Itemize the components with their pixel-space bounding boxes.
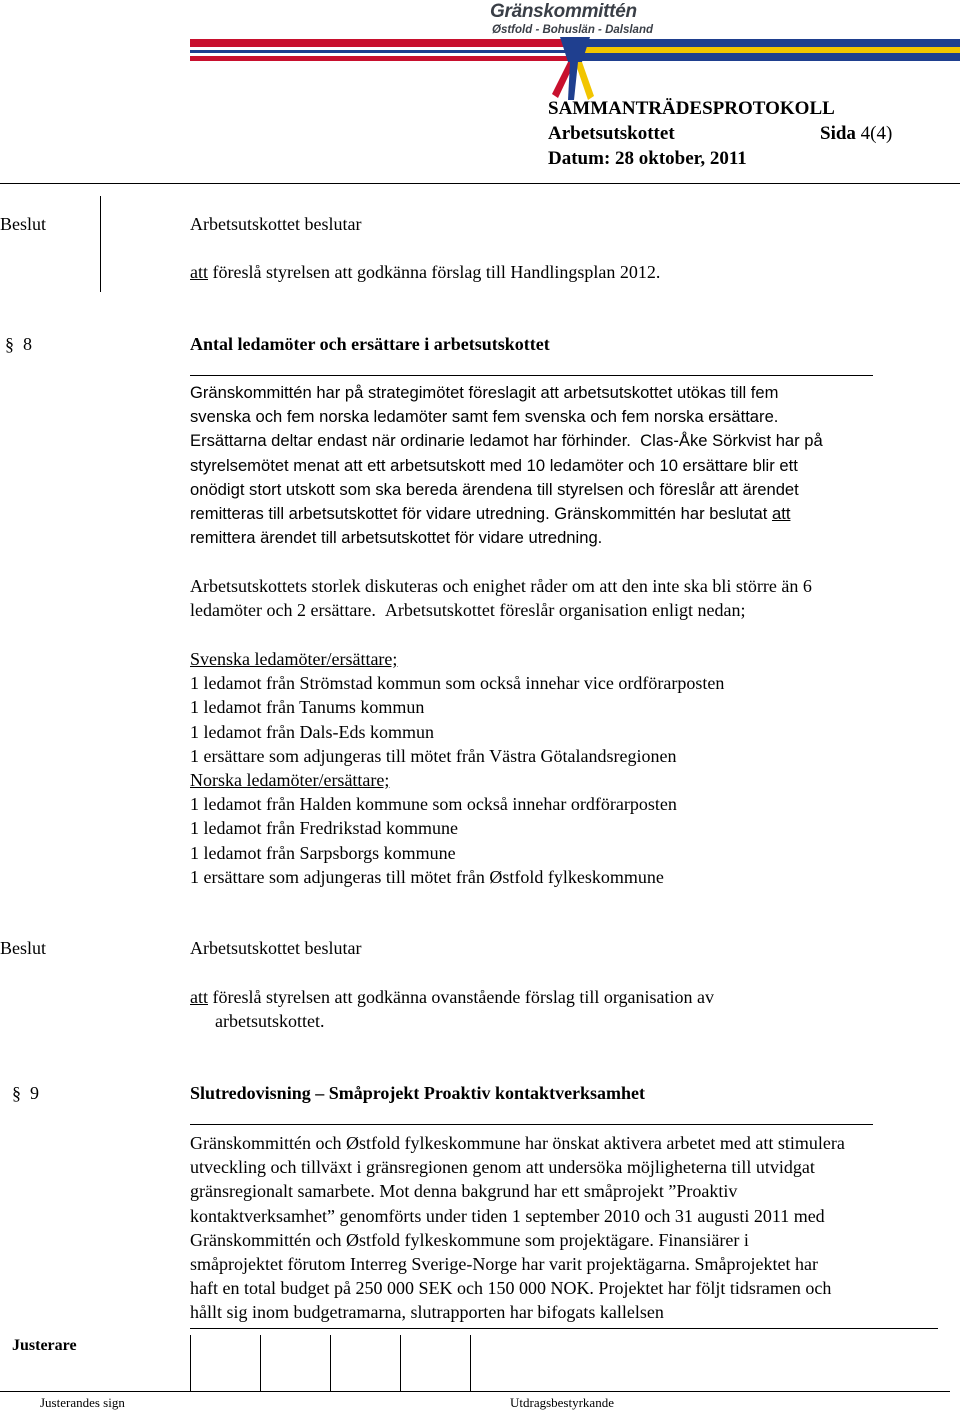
signature-box-divider [260, 1335, 261, 1391]
list-item: 1 ersättare som adjungeras till mötet från Västra Götalandsregionen [190, 745, 677, 766]
beslut-text-2-cont: arbetsutskottet. [215, 1011, 325, 1031]
header-divider [0, 183, 960, 184]
justerare-label: Justerare [12, 1337, 77, 1354]
text-fragment: Arbetsutskottet föreslår organisation enligt nedan; [384, 600, 746, 621]
list-item: 1 ledamot från Fredrikstad kommune [190, 818, 458, 839]
text-line: hållt sig inom budgetramarna, slutrapporten har bifogats kallelsen [190, 1302, 664, 1323]
meeting-date: Datum: 28 oktober, 2011 [548, 148, 747, 169]
text-line: styrelsemötet menat att ett arbetsutskott med 10 ledamöter och 10 ersättare blir ett [190, 455, 798, 475]
footer-top-rule [190, 1328, 938, 1329]
signature-box-divider [190, 1335, 191, 1391]
beslut-label-1: Beslut [0, 214, 47, 234]
beslut-body-1: föreslå styrelsen att godkänna förslag till Handlingsplan 2012. [208, 262, 661, 282]
text-line [190, 598, 812, 622]
section-9-paragraph [190, 1131, 845, 1325]
att-keyword: att [190, 987, 208, 1007]
list-item: 1 ledamot från Halden kommune som också innehar ordförarposten [190, 794, 677, 815]
committee-name: Arbetsutskottet [548, 123, 675, 144]
text-line: utveckling och tillväxt i gränsregionen genom att undersöka möjligheterna till utvidgat [190, 1157, 815, 1178]
beslut-label-2: Beslut [0, 938, 47, 958]
att-keyword: att [771, 504, 791, 524]
text-line: svenska och fem norska ledamöter samt fem svenska och fem norska ersättare. [190, 407, 779, 427]
section-9-number [12, 1083, 39, 1104]
text-line: haft en total budget på 250 000 SEK och 150 000 NOK. Projektet har följt tidsramen och [190, 1278, 832, 1299]
text-line: Gränskommittén och Østfold fylkeskommune som projektägare. Finansiärer i [190, 1229, 749, 1250]
logo-subtitle: Østfold - Bohuslän - Dalsland [492, 24, 654, 36]
signature-box-divider [400, 1335, 401, 1391]
paragraph-sign: § [5, 334, 14, 354]
logo-title: Gränskommittén [490, 1, 637, 22]
beslut-text-2 [190, 987, 714, 1008]
list-item: 1 ledamot från Dals-Eds kommun [190, 721, 434, 742]
section-8-title-rule [190, 375, 873, 376]
text-fragment: remitteras till arbetsutskottet för vidare utredning. Gränskommittén har beslutat [190, 504, 768, 524]
list-item: 1 ersättare som adjungeras till mötet från Østfold fylkeskommune [190, 866, 664, 887]
paragraph-sign: § [12, 1083, 21, 1103]
organisation-list [190, 647, 724, 889]
text-line: Arbetsutskottets storlek diskuteras och enighet råder om att den inte ska bli större än 6 [190, 576, 812, 596]
list-item: 1 ledamot från Strömstad kommun som också innehar vice ordförarposten [190, 673, 725, 694]
list-item: 1 ledamot från Sarpsborgs kommune [190, 842, 456, 863]
beslut-heading-2: Arbetsutskottet beslutar [190, 938, 362, 958]
text-fragment: Ersättarna deltar endast när ordinarie ledamot har förhinder. [190, 431, 631, 451]
text-line: remittera ärendet till arbetsutskottet för vidare utredning. [190, 528, 603, 548]
beslut-text-1 [190, 262, 660, 283]
section-8-number [5, 334, 32, 355]
text-line: småprojektet förutom Interreg Sverige-Norge har varit projektägarna. Småprojektet har [190, 1254, 818, 1275]
text-line [190, 502, 823, 526]
document-type: SAMMANTRÄDESPROTOKOLL [548, 98, 835, 119]
page-value: 4(4) [860, 123, 893, 144]
page-label: Sida [820, 123, 856, 144]
att-keyword: att [190, 262, 208, 282]
section-8-title: Antal ledamöter och ersättare i arbetsutskottet [190, 334, 550, 354]
footer-bottom-rule [0, 1391, 950, 1392]
text-line: Gränskommittén har på strategimötet föreslagit att arbetsutskottet utökas till fem [190, 383, 779, 402]
section-number: 9 [30, 1083, 39, 1103]
list-item: 1 ledamot från Tanums kommun [190, 697, 425, 718]
logo [190, 0, 960, 110]
page-number [820, 123, 892, 145]
text-fragment: Clas-Åke Sörkvist har på [640, 431, 823, 451]
left-column-rule [100, 196, 101, 292]
text-line: onödigt stort utskott som ska bereda ärendena till styrelsen och föreslår att ärendet [190, 479, 799, 499]
section-number: 8 [23, 334, 32, 354]
section-8-paragraph-2 [190, 574, 812, 622]
norwegian-members-heading: Norska ledamöter/ersättare; [190, 770, 390, 791]
section-8-paragraph-1 [190, 381, 823, 550]
beslut-heading-1: Arbetsutskottet beslutar [190, 214, 362, 234]
text-line [190, 429, 823, 453]
section-9-title: Slutredovisning – Småprojekt Proaktiv kontaktverksamhet [190, 1083, 646, 1103]
section-9-title-rule [190, 1124, 873, 1125]
text-fragment: ledamöter och 2 ersättare. [190, 600, 376, 621]
text-line: kontaktverksamhet” genomförts under tiden 1 september 2010 och 31 augusti 2011 med [190, 1205, 825, 1226]
text-line: gränsregionalt samarbete. Mot denna bakgrund har ett småprojekt ”Proaktiv [190, 1181, 738, 1202]
utdragsbestyrkande-label: Utdragsbestyrkande [510, 1395, 614, 1410]
signature-box-divider [330, 1335, 331, 1391]
signature-box-divider [470, 1335, 471, 1391]
swedish-members-heading: Svenska ledamöter/ersättare; [190, 649, 398, 669]
text-line: Gränskommittén och Østfold fylkeskommune har önskat aktivera arbetet med att stimulera [190, 1133, 845, 1153]
justerandes-sign-label: Justerandes sign [40, 1395, 125, 1410]
beslut-body-2: föreslå styrelsen att godkänna ovanstående förslag till organisation av [208, 987, 715, 1007]
